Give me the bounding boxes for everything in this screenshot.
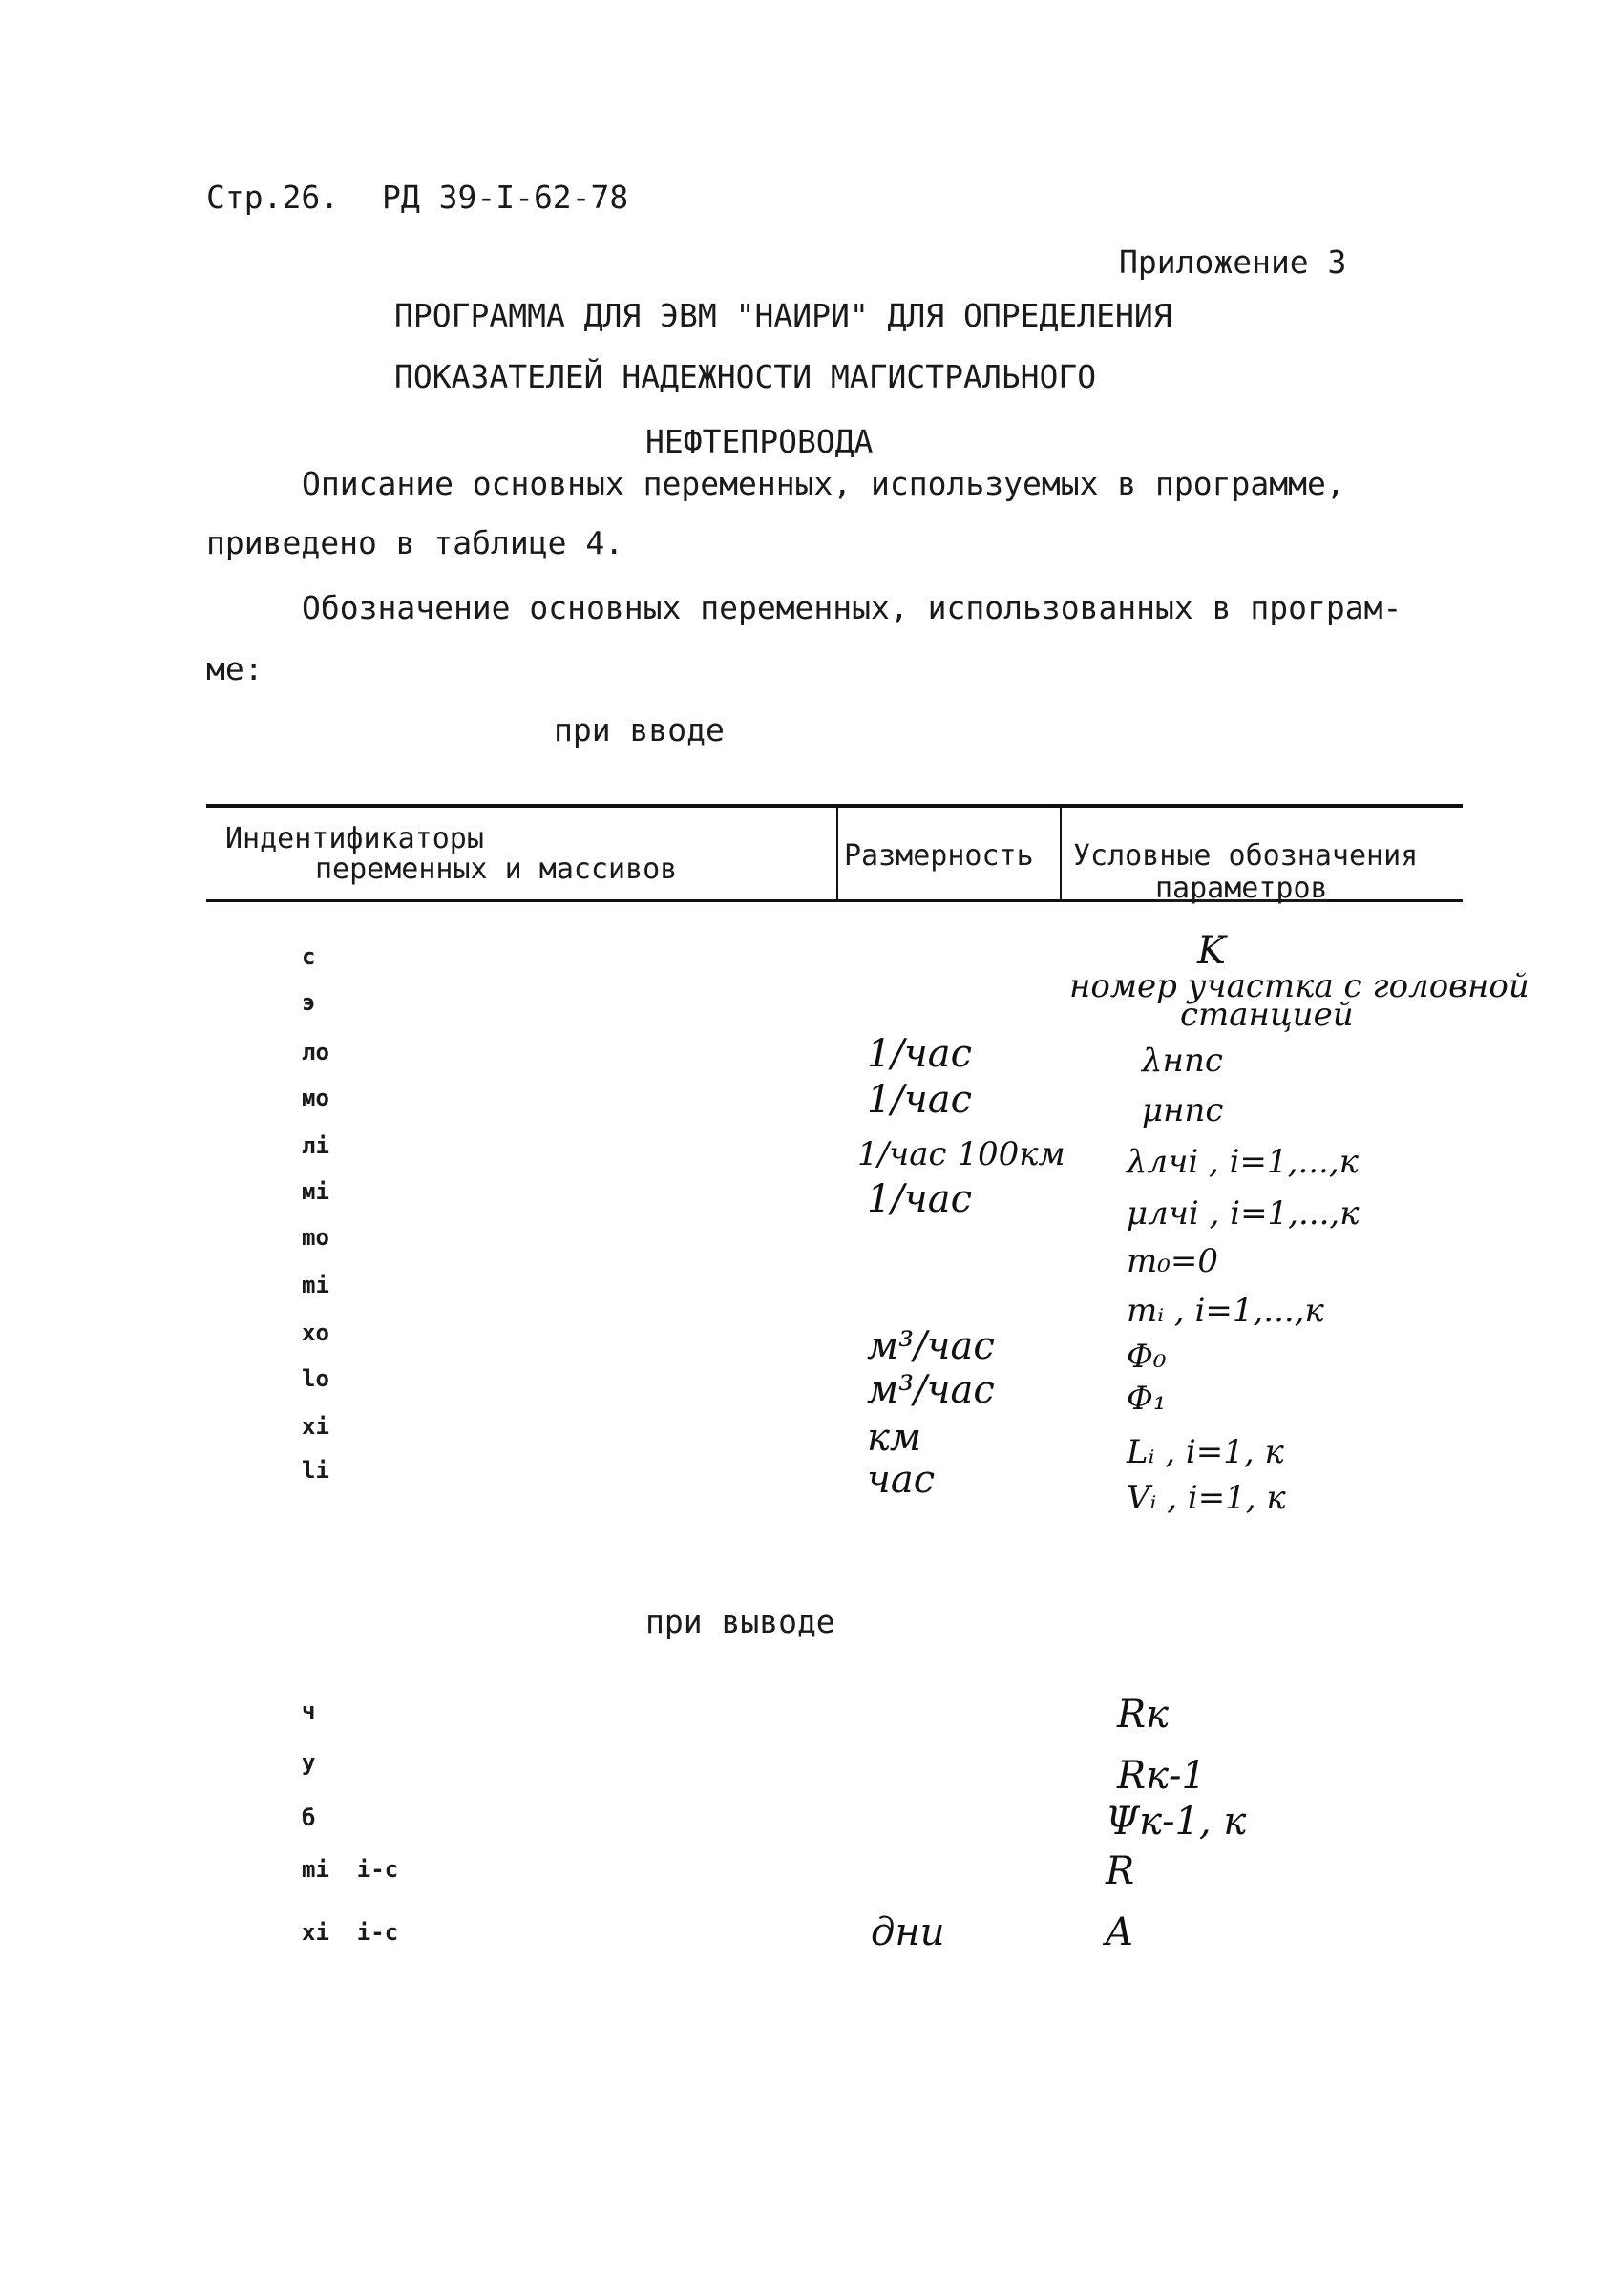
- input-row-3-id: ло: [302, 1039, 329, 1065]
- input-row-4-symbol: μнпс: [1142, 1091, 1224, 1129]
- input-row-9-symbol: Φ₀: [1127, 1338, 1167, 1376]
- output-row-4-id: mi i-c: [302, 1856, 399, 1883]
- input-row-12-unit: час: [867, 1458, 936, 1502]
- input-row-6-id: мi: [302, 1178, 329, 1205]
- input-row-10-symbol: Φ₁: [1127, 1380, 1167, 1418]
- table-top-rule: [206, 804, 1463, 808]
- header-dimension: Размерность: [844, 839, 1034, 873]
- output-row-1-id: ч: [302, 1698, 316, 1724]
- column-divider-2: [1060, 806, 1062, 899]
- title-line-3: НЕФТЕПРОВОДА: [645, 423, 874, 460]
- header-symbols-line-1: Условные обозначения: [1073, 839, 1419, 873]
- header-identifiers-line-2: переменных и массивов: [315, 853, 678, 886]
- input-row-2-symbol-line-2: станцией: [1180, 996, 1354, 1034]
- output-row-5-id: xi i-c: [302, 1919, 399, 1946]
- paragraph-1-line-1: Описание основных переменных, используемых в программе,: [302, 465, 1345, 502]
- input-row-5-symbol: λлчi , i=1,...,к: [1127, 1143, 1359, 1181]
- output-row-4-symbol: R: [1106, 1849, 1135, 1893]
- document-code: РД 39-I-62-78: [382, 179, 629, 216]
- input-row-2-id: э: [302, 989, 316, 1016]
- input-row-10-unit: м³/час: [867, 1368, 995, 1412]
- input-row-9-unit: м³/час: [867, 1324, 995, 1368]
- input-row-8-id: mi: [302, 1272, 329, 1298]
- output-row-2-symbol: Rк-1: [1117, 1754, 1206, 1798]
- input-row-5-id: лi: [302, 1132, 329, 1159]
- input-row-11-unit: км: [867, 1416, 922, 1460]
- input-row-4-id: мо: [302, 1085, 329, 1111]
- output-section-label: при выводе: [645, 1603, 835, 1640]
- input-row-12-symbol: Vᵢ , i=1, к: [1127, 1479, 1286, 1517]
- paragraph-1-line-2: приведено в таблице 4.: [206, 524, 624, 561]
- input-row-10-id: lo: [302, 1365, 329, 1392]
- input-row-1-symbol: K: [1197, 929, 1226, 973]
- input-row-11-symbol: Lᵢ , i=1, к: [1127, 1433, 1284, 1471]
- input-row-12-id: li: [302, 1457, 329, 1484]
- output-row-2-id: у: [302, 1749, 316, 1776]
- title-line-1: ПРОГРАММА ДЛЯ ЭВМ "НАИРИ" ДЛЯ ОПРЕДЕЛЕНИЯ: [394, 297, 1172, 334]
- input-row-6-unit: 1/час: [867, 1177, 973, 1221]
- header-symbols-line-2: параметров: [1155, 872, 1328, 905]
- output-row-3-id: б: [302, 1804, 316, 1831]
- appendix-label: Приложение 3: [1119, 243, 1347, 281]
- input-row-6-symbol: μлчi , i=1,...,к: [1127, 1194, 1360, 1233]
- input-row-4-unit: 1/час: [867, 1078, 973, 1122]
- output-row-1-symbol: Rк: [1117, 1693, 1170, 1737]
- paragraph-2-line-2: ме:: [206, 650, 264, 687]
- output-row-5-symbol: A: [1106, 1910, 1133, 1954]
- input-row-1-id: c: [302, 943, 316, 970]
- input-row-11-id: xi: [302, 1413, 329, 1440]
- input-row-2-symbol: номер участка с головной: [1069, 967, 1529, 1005]
- input-section-label: при вводе: [554, 711, 725, 749]
- output-row-3-symbol: Ψк-1, к: [1106, 1800, 1247, 1844]
- input-row-5-unit: 1/час 100км: [857, 1135, 1065, 1173]
- input-row-8-symbol: mᵢ , i=1,...,к: [1127, 1292, 1324, 1330]
- paragraph-2-line-1: Обозначение основных переменных, использованных в програм-: [302, 589, 1403, 626]
- input-row-3-unit: 1/час: [867, 1032, 973, 1076]
- input-row-3-symbol: λнпс: [1142, 1042, 1223, 1080]
- header-identifiers-line-1: Индентификаторы: [225, 822, 484, 855]
- page-reference: Стр.26.: [206, 179, 340, 216]
- input-row-7-id: mo: [302, 1224, 329, 1251]
- title-line-2: ПОКАЗАТЕЛЕЙ НАДЕЖНОСТИ МАГИСТРАЛЬНОГО: [394, 358, 1097, 395]
- output-row-5-unit: дни: [871, 1910, 945, 1954]
- input-row-7-symbol: m₀=0: [1127, 1242, 1218, 1280]
- column-divider-1: [836, 806, 838, 899]
- input-row-9-id: xo: [302, 1319, 329, 1346]
